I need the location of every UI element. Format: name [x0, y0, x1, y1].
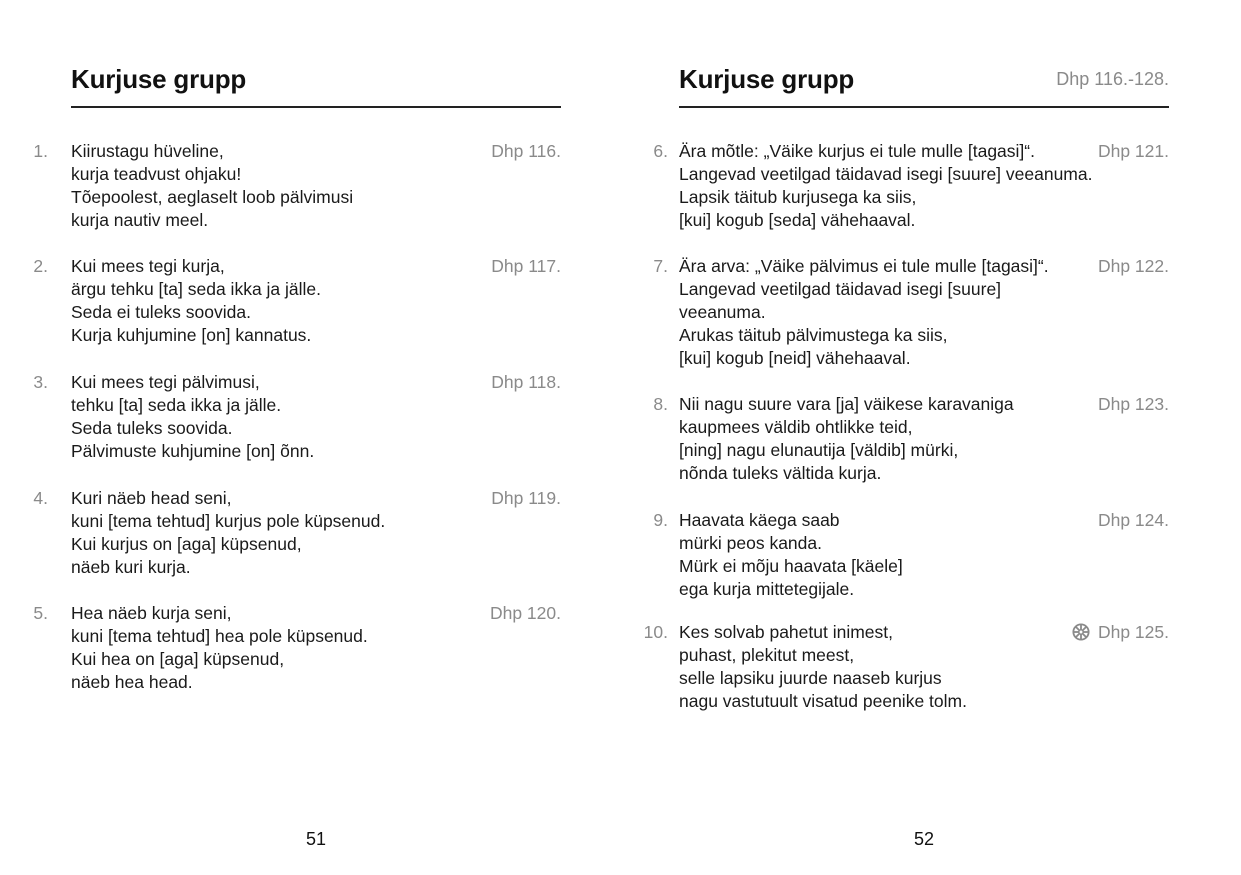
verse-line: kaupmees väldib ohtlikke teid, [679, 417, 913, 437]
verse-line: Kurja kuhjumine [on] kannatus. [71, 325, 312, 345]
verse-line: Kes solvab pahetut inimest, [679, 622, 894, 642]
verse-line: Kui mees tegi pälvimusi, [71, 372, 260, 392]
verse-line: kuni [tema tehtud] kurjus pole küpsenud. [71, 511, 386, 531]
verse-number: 9. [653, 510, 668, 530]
verse-line: Seda ei tuleks soovida. [71, 302, 251, 322]
verse-text [679, 140, 1092, 232]
verse-reference-text: Dhp 122. [1097, 256, 1169, 276]
verse-line: Langevad veetilgad täidavad isegi [suure] veeanuma. [679, 164, 1093, 184]
verse-line: [kui] kogub [seda] vähehaaval. [679, 210, 916, 230]
verse-line: Kui hea on [aga] küpsenud, [71, 649, 285, 669]
verse-number: 4. [33, 488, 48, 508]
verse-reference-text: Dhp 121. [1097, 141, 1169, 161]
verse-text [679, 621, 967, 713]
verse-line: Arukas täitub pälvimustega ka siis, [679, 325, 948, 345]
verse-reference-text: Dhp 124. [1097, 510, 1169, 530]
verse-text [679, 509, 903, 601]
verse-line: veeanuma. [679, 302, 766, 322]
verse-reference-text: Dhp 119. [491, 488, 561, 508]
chapter-reference: Dhp 116.-128. [1056, 69, 1169, 89]
verse-number: 8. [653, 394, 668, 414]
verse-line: Haavata käega saab [679, 510, 840, 530]
verse-line: Kui kurjus on [aga] küpsenud, [71, 534, 302, 554]
left-page [0, 0, 620, 875]
verse-reference [1098, 509, 1169, 532]
verse-text [71, 255, 321, 347]
verse-reference [491, 487, 561, 510]
verse-reference [491, 255, 561, 278]
verse-line: nagu vastutuult visatud peenike tolm. [679, 691, 967, 711]
verse-line: tehku [ta] seda ikka ja jälle. [71, 395, 282, 415]
verse-text [679, 255, 1049, 370]
verse-line: [ning] nagu elunautija [väldib] mürki, [679, 440, 959, 460]
verse-reference [1098, 255, 1169, 278]
verse-line: Seda tuleks soovida. [71, 418, 233, 438]
verse-reference-text: Dhp 117. [491, 256, 561, 276]
verse-reference-text: Dhp 125. [1097, 622, 1169, 642]
verse-line: Nii nagu suure vara [ja] väikese karavaniga [679, 394, 1014, 414]
verse-reference-text: Dhp 123. [1097, 394, 1169, 414]
verse-text [71, 602, 368, 694]
page-number: 52 [913, 829, 935, 849]
verse-line: Langevad veetilgad täidavad isegi [suure] [679, 279, 1002, 299]
title-rule [679, 106, 1169, 108]
verse-line: näeb hea head. [71, 672, 193, 692]
verse-line: Lapsik täitub kurjusega ka siis, [679, 187, 917, 207]
verse-reference [1098, 140, 1169, 163]
verse-reference [1072, 621, 1169, 644]
verse-number: 3. [33, 372, 48, 392]
verse-line: Kui mees tegi kurja, [71, 256, 225, 276]
verse-text [679, 393, 1014, 485]
verse-number: 5. [33, 603, 48, 623]
verse-line: selle lapsiku juurde naaseb kurjus [679, 668, 942, 688]
verse-line: [kui] kogub [neid] vähehaaval. [679, 348, 911, 368]
verse-number: 7. [653, 256, 668, 276]
verse-line: ärgu tehku [ta] seda ikka ja jälle. [71, 279, 322, 299]
verse-line: kuni [tema tehtud] hea pole küpsenud. [71, 626, 368, 646]
verse-number: 10. [643, 622, 668, 642]
verse-text [71, 487, 385, 579]
title-rule [71, 106, 561, 108]
verse-reference [1098, 393, 1169, 416]
right-page [620, 0, 1241, 875]
page-title: Kurjuse grupp [71, 64, 247, 94]
verse-line: mürki peos kanda. [679, 533, 822, 553]
verse-reference-text: Dhp 116. [491, 141, 561, 161]
verse-line: Kiirustagu hüveline, [71, 141, 224, 161]
verse-number: 1. [33, 141, 48, 161]
verse-line: kurja teadvust ohjaku! [71, 164, 242, 184]
verse-line: Ära mõtle: „Väike kurjus ei tule mulle [tagasi]“. [679, 141, 1035, 161]
verse-line: Ära arva: „Väike pälvimus ei tule mulle [tagasi]“. [679, 256, 1049, 276]
verse-reference [491, 140, 561, 163]
verse-line: Mürk ei mõju haavata [käele] [679, 556, 903, 576]
verse-text [71, 140, 353, 232]
verse-line: puhast, plekitut meest, [679, 645, 855, 665]
verse-number: 6. [653, 141, 668, 161]
verse-number: 2. [33, 256, 48, 276]
verse-line: ega kurja mittetegijale. [679, 579, 855, 599]
verse-line: Kuri näeb head seni, [71, 488, 232, 508]
verse-line: Tõepoolest, aeglaselt loob pälvimusi [71, 187, 354, 207]
dharma-wheel-icon [1072, 623, 1090, 641]
page-title: Kurjuse grupp [679, 64, 855, 94]
verse-line: kurja nautiv meel. [71, 210, 209, 230]
verse-line: näeb kuri kurja. [71, 557, 191, 577]
verse-reference-text: Dhp 120. [489, 603, 561, 623]
verse-text [71, 371, 314, 463]
verse-reference [491, 371, 561, 394]
verse-line: Hea näeb kurja seni, [71, 603, 232, 623]
page-number: 51 [305, 829, 327, 849]
verse-line: Pälvimuste kuhjumine [on] õnn. [71, 441, 315, 461]
verse-reference [490, 602, 561, 625]
verse-line: nõnda tuleks vältida kurja. [679, 463, 882, 483]
verse-reference-text: Dhp 118. [491, 372, 561, 392]
